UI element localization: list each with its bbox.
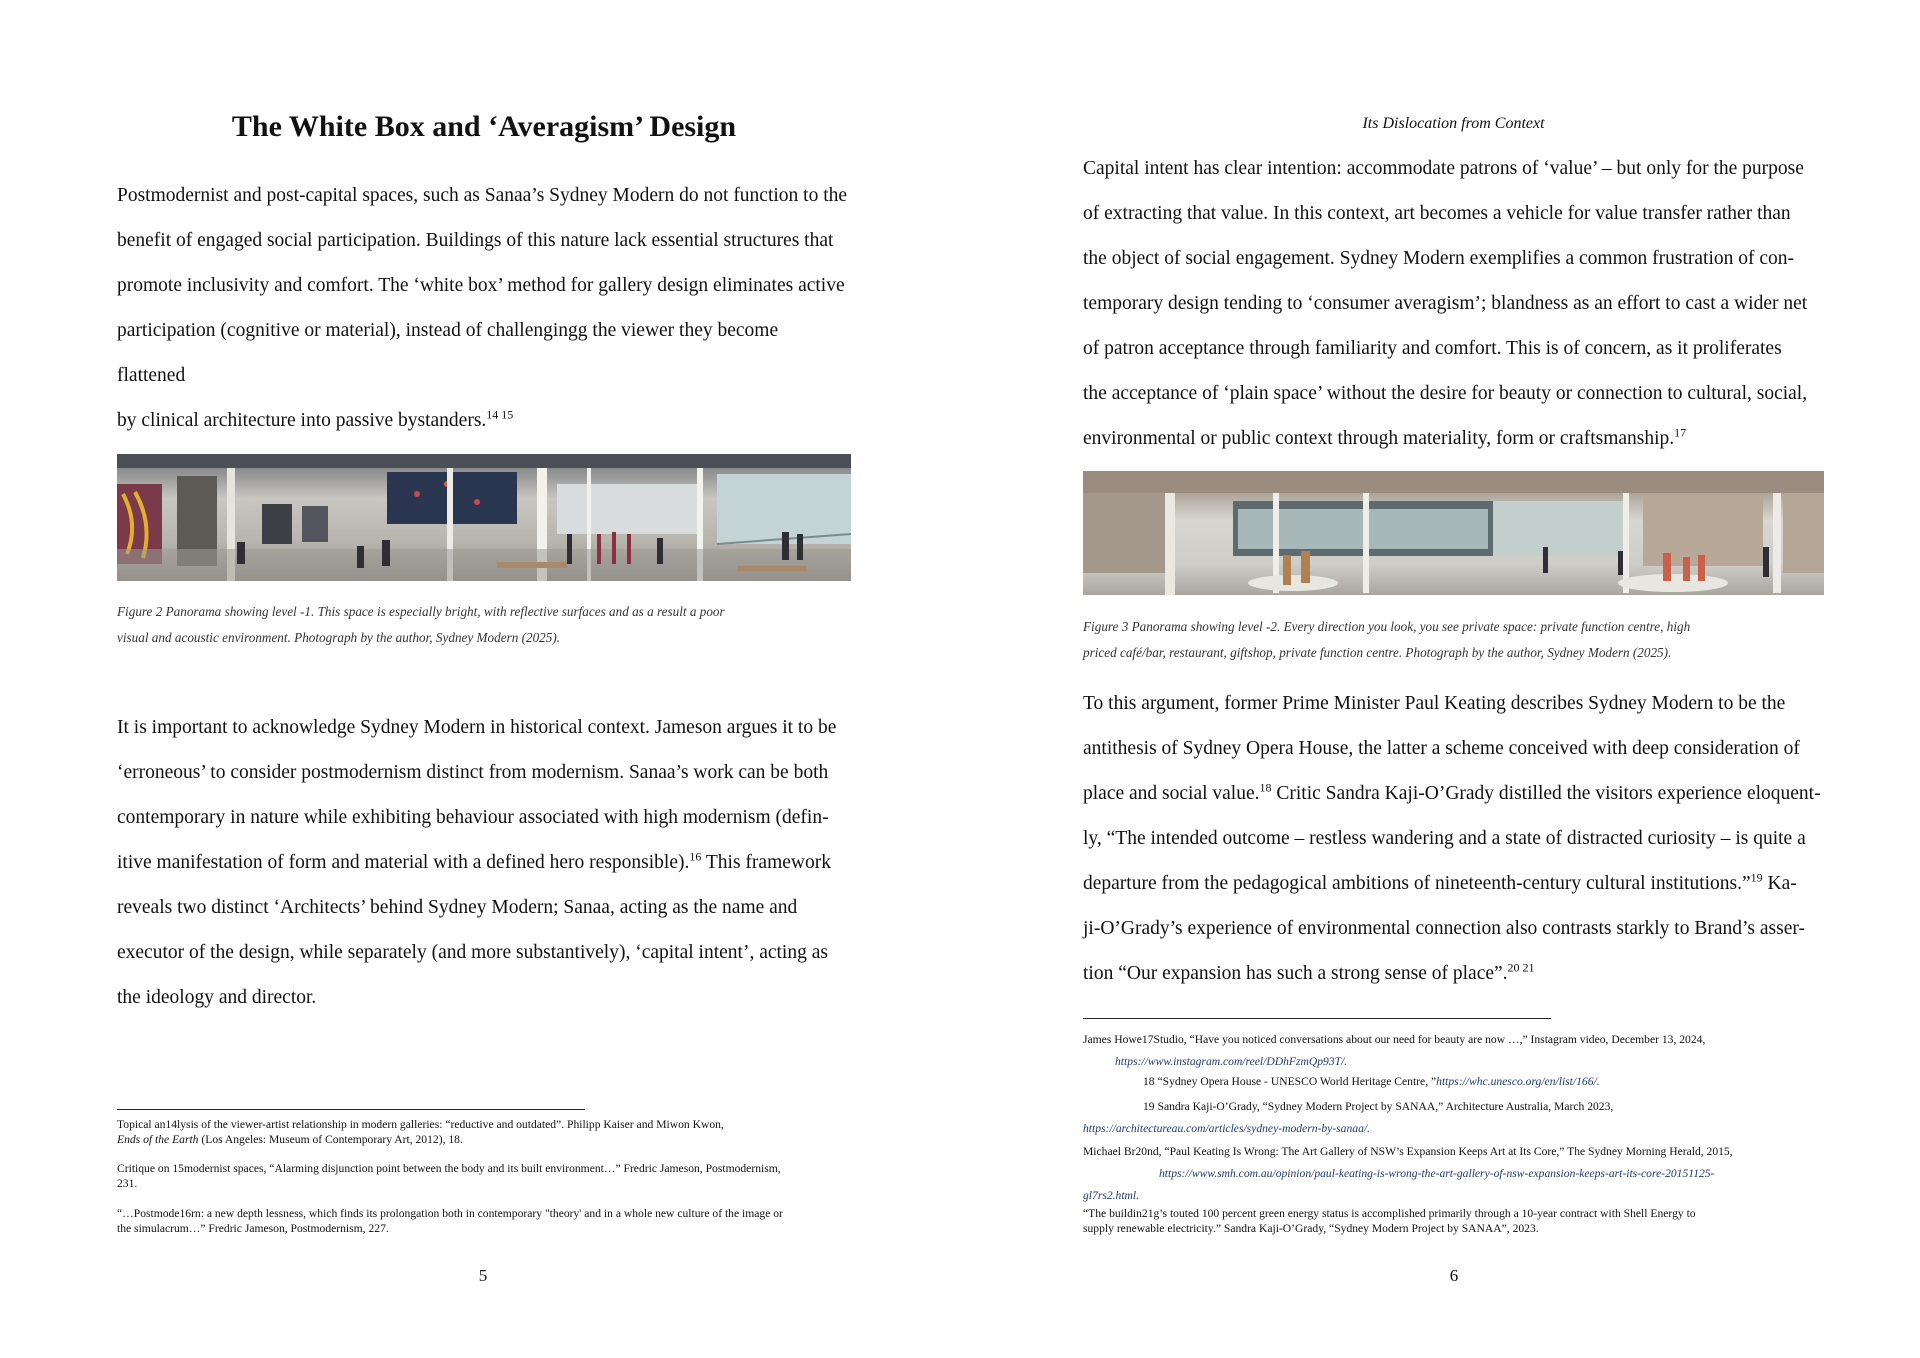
section-heading: Its Dislocation from Context [1362,115,1545,132]
text-line: of patron acceptance through familiarity and comfort. This is of concern, as it proliferates [1083,338,1782,359]
text-line: temporary design tending to ‘consumer averagism’; blandness as an effort to cast a wider net [1083,293,1808,314]
text-line: the object of social engagement. Sydney Modern exemplifies a common frustration of con- [1083,248,1794,269]
text-line: antithesis of Sydney Opera House, the latter a scheme conceived with deep consideration of [1083,738,1800,759]
footnote-link[interactable]: https://architectureau.com/articles/sydney-modern-by-sanaa/. [1083,1122,1370,1135]
text-line: Capital intent has clear intention: accommodate patrons of ‘value’ – but only for the purpose [1083,158,1804,179]
text-line: ly, “The intended outcome – restless wandering and a state of distracted curiosity – is quite a [1083,828,1806,849]
footnote-text: 19 Sandra Kaji-O’Grady, “Sydney Modern Project by SANAA,” Architecture Australia, March 2023, [1143,1100,1614,1113]
text-line: reveals two distinct ‘Architects’ behind Sydney Modern; Sanaa, acting as the name and [117,897,798,918]
caption-line: Figure 3 Panorama showing level -2. Every direction you look, you see private space: private function centre, high [1083,619,1691,634]
body-paragraph-2 [1083,681,1824,996]
footnote-ref[interactable]: 14 15 [486,407,514,422]
text-line: Critic Sandra Kaji-O’Grady distilled the visitors experience eloquent- [1271,783,1821,804]
footnote-text: 231. [117,1177,138,1190]
footnote-ref[interactable]: 20 21 [1507,960,1535,975]
right-page [960,0,1920,1358]
panorama-photo-level-1 [117,454,851,581]
footnote-text: (Los Angeles: Museum of Contemporary Art, 2012), 18. [198,1133,463,1146]
footnote-book-title: Ends of the Earth [117,1133,199,1146]
text-line: by clinical architecture into passive bystanders. [117,410,487,431]
text-line: of extracting that value. In this context, art becomes a vehicle for value transfer rather than [1083,203,1791,224]
footnote-18 [1083,1074,1843,1089]
text-line: ‘erroneous’ to consider postmodernism distinct from modernism. Sanaa’s work can be both [117,762,829,783]
text-line: It is important to acknowledge Sydney Modern in historical context. Jameson argues it to be [117,717,837,738]
page-title: The White Box and ‘Averagism’ Design [231,110,737,143]
footnote-separator [117,1109,585,1110]
text-line: the acceptance of ‘plain space’ without the desire for beauty or connection to cultural, social, [1083,383,1808,404]
text-line: promote inclusivity and comfort. The ‘white box’ method for gallery design eliminates active [117,275,845,296]
body-paragraph-2 [117,705,851,1020]
page-number: 5 [478,1266,488,1285]
footnote-14 [117,1117,857,1147]
text-line: To this argument, former Prime Minister Paul Keating describes Sydney Modern to be the [1083,693,1786,714]
text-line: Postmodernist and post-capital spaces, such as Sanaa’s Sydney Modern do not function to the [117,185,848,206]
text-line: environmental or public context through materiality, form or craftsmanship. [1083,428,1675,449]
caption-line: priced café/bar, restaurant, giftshop, private function centre. Photograph by the author, Sydney Modern (2025). [1083,645,1672,660]
footnote-20 [1083,1141,1843,1207]
footnote-text: James Howe17Studio, “Have you noticed conversations about our need for beauty are now …,” Instagram video, December 13, 2024, [1083,1033,1706,1046]
footnote-ref[interactable]: 17 [1674,425,1687,440]
footnote-15 [117,1161,857,1191]
caption-line: visual and acoustic environment. Photograph by the author, Sydney Modern (2025). [117,630,561,645]
text-line: participation (cognitive or material), instead of challengingg the viewer they become flattened [117,320,779,386]
text-line: ji-O’Grady’s experience of environmental connection also contrasts starkly to Brand’s asser- [1083,918,1805,939]
text-line: executor of the design, while separately (and more substantively), ‘capital intent’, acting as [117,942,828,963]
figure-caption [117,599,851,651]
footnote-text: 18 “Sydney Opera House - UNESCO World Heritage Centre, ” [1143,1075,1437,1088]
footnote-16 [117,1206,857,1236]
footnote-text: “The buildin21g’s touted 100 percent green energy status is accomplished primarily through a 10-year contract with Shell Energy to [1083,1207,1696,1220]
text-line: place and social value. [1083,783,1260,804]
footnote-link[interactable]: https://whc.unesco.org/en/list/166/. [1436,1075,1600,1088]
footnote-ref[interactable]: 16 [689,849,702,864]
footnote-text: Michael Br20nd, “Paul Keating Is Wrong: The Art Gallery of NSW’s Expansion Keeps Art at Its Core,” The Sydney Morning Herald, 2015, [1083,1145,1733,1158]
text-line: contemporary in nature while exhibiting behaviour associated with high modernism (defin- [117,807,829,828]
footnote-link[interactable]: gl7rs2.html. [1083,1189,1140,1202]
footnote-separator [1083,1018,1551,1019]
text-line: itive manifestation of form and material with a defined hero responsible). [117,852,690,873]
footnote-ref[interactable]: 19 [1750,870,1763,885]
text-line: departure from the pedagogical ambitions of nineteenth-century cultural institutions.” [1083,873,1751,894]
footnote-text: supply renewable electricity.” Sandra Kaji-O’Grady, “Sydney Modern Project by SANAA”, 2023. [1083,1222,1539,1235]
footnote-ref[interactable]: 18 [1259,780,1272,795]
footnote-text: Critique on 15modernist spaces, “Alarming disjunction point between the body and its built environment…” Fredric Jameson, Postmodernism, [117,1162,781,1175]
caption-line: Figure 2 Panorama showing level -1. This space is especially bright, with reflective surfaces and as a result a poor [117,604,725,619]
text-line: tion “Our expansion has such a strong sense of place”. [1083,963,1508,984]
text-line: the ideology and director. [117,987,317,1008]
footnote-19 [1083,1096,1843,1140]
panorama-photo-level-2 [1083,471,1824,595]
body-paragraph-1 [1083,146,1824,461]
body-paragraph-1 [117,173,851,443]
footnote-21 [1083,1206,1843,1236]
footnote-text: “…Postmode16rn: a new depth lessness, which finds its prolongation both in contemporary "theory' and in a whole new culture of the image or [117,1207,783,1220]
footnote-link[interactable]: https://www.smh.com.au/opinion/paul-keating-is-wrong-the-art-gallery-of-nsw-expansion-keeps-art-its-core-20151125- [1159,1167,1715,1180]
footnote-17 [1083,1029,1843,1073]
text-line: Ka- [1762,873,1797,894]
text-line: benefit of engaged social participation. Buildings of this nature lack essential structures that [117,230,834,251]
text-line: This framework [701,852,831,873]
figure-caption [1083,614,1824,666]
footnote-text: Topical an14lysis of the viewer-artist relationship in modern galleries: “reductive and outdated”. Philipp Kaiser and Miwon Kwon, [117,1118,724,1131]
footnote-link[interactable]: https://www.instagram.com/reel/DDhFzmQp93T/. [1115,1055,1348,1068]
footnote-text: the simulacrum…” Fredric Jameson, Postmodernism, 227. [117,1222,389,1235]
page-number: 6 [1449,1266,1459,1285]
